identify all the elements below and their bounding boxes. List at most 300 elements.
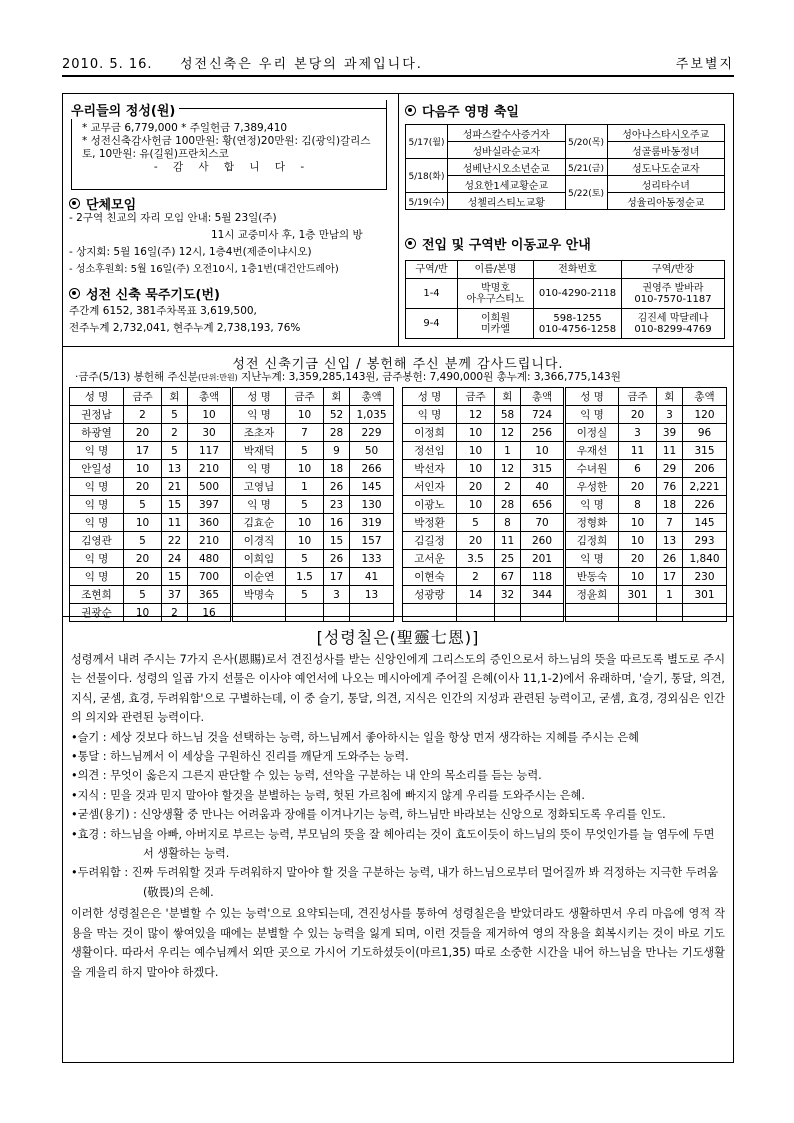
donor-name: 조현희 xyxy=(70,586,124,604)
week-amount: 10 xyxy=(286,514,324,532)
summary-totals: 지난누계: 3,359,285,143원, 금주봉헌: 7,490,000원 총누계: 3,366,775,143원 xyxy=(237,371,621,383)
total-amount: 41 xyxy=(350,568,394,586)
phone-line: 010-4290-2118 xyxy=(538,288,617,299)
group-item: - 상지회: 5월 16일(주) 12시, 1층4번(제준이냐시오) xyxy=(69,246,312,258)
count: 2 xyxy=(162,424,188,442)
donor-name: 정형화 xyxy=(565,514,619,532)
count: 3 xyxy=(657,406,683,424)
table-row xyxy=(403,586,727,604)
feast-date: 5/17(월) xyxy=(406,125,448,159)
bullet-circle-icon xyxy=(69,198,80,209)
table-row xyxy=(70,586,394,604)
phone-line: 598-1255 xyxy=(553,312,602,324)
count: 2 xyxy=(495,478,521,496)
feast-name: 성첼리스티노교황 xyxy=(448,193,566,210)
leader-line: 010-8299-4769 xyxy=(634,323,712,335)
gift-item: •의견 : 무엇이 옳은지 그른지 판단할 수 있는 능력, 선악을 구분하는 내 안의 목소리를 듣는 능력. xyxy=(71,769,542,783)
count: 11 xyxy=(162,514,188,532)
name-line: 미카엘 xyxy=(481,323,510,335)
outro-paragraph: 이러한 성령칠은은 '분별할 수 있는 능력'으로 요약되는데, 견진성사를 통하여 성령칠은을 받았더라도 생활하면서 우리 마음에 영적 작용을 막는 것이 많이 쌓여있을 때에는 분별할 수 있는 능력을 잃게 되며, 이런 것들을 제거하여 영의 작용을 회복시키는 것이 바로 기도생활이다. 따라서 우리는 예수님께서 외딴 곳으로 가시어 기도하셨듯이(마르1,35) 따로 소중한 시간을 내어 하느님을 만나는 기도생활을 게을리 하지 말아야 하겠다. xyxy=(71,907,725,979)
donor-name: 안일성 xyxy=(70,460,124,478)
table-row xyxy=(403,406,727,424)
bulletin-date: 2010. 5. 16. xyxy=(62,57,153,72)
table-header-row xyxy=(406,261,725,279)
week-amount: 10 xyxy=(619,568,657,586)
table-row xyxy=(70,460,394,478)
count: 15 xyxy=(162,568,188,586)
donor-name: 익 명 xyxy=(70,568,124,586)
donor-name: 익 명 xyxy=(232,496,286,514)
total-amount: 10 xyxy=(188,406,232,424)
table-row xyxy=(406,309,725,339)
fund-section xyxy=(63,346,733,619)
count: 12 xyxy=(495,460,521,478)
feast-name: 성리타수녀 xyxy=(607,176,725,193)
feast-name: 성바실라순교자 xyxy=(448,142,566,159)
gift-item: •슬기 : 세상 것보다 하느님 것을 선택하는 능력, 하느님께서 좋아하시는 일을 항상 먼저 생각하는 지혜를 주시는 은혜 xyxy=(71,730,639,744)
count: 11 xyxy=(495,532,521,550)
total-amount: 16 xyxy=(188,604,232,622)
donor-name: 김효순 xyxy=(232,514,286,532)
donor-name: 이경직 xyxy=(232,532,286,550)
total-amount: 700 xyxy=(188,568,232,586)
total-amount: 130 xyxy=(350,496,394,514)
leader-cell xyxy=(622,279,725,309)
feast-name: 성베난시오소년순교 xyxy=(448,159,566,176)
count: 12 xyxy=(495,424,521,442)
total-amount: 266 xyxy=(350,460,394,478)
count: 26 xyxy=(657,550,683,568)
week-amount: 10 xyxy=(457,496,495,514)
column-header: 성 명 xyxy=(403,388,457,406)
total-amount: 145 xyxy=(350,478,394,496)
week-amount: 10 xyxy=(619,532,657,550)
bullet-circle-icon xyxy=(69,288,80,299)
total-amount: 10 xyxy=(521,442,565,460)
gift-item: •두려워함 : 진짜 두려워할 것과 두려워하지 말아야 할 것을 구분하는 능력, 내가 하느님으로부터 멀어질까 봐 걱정하는 지극한 두려움(敬畏)의 은혜. xyxy=(71,866,719,899)
column-header: 회 xyxy=(657,388,683,406)
week-amount: 20 xyxy=(124,478,162,496)
total-amount: 1,840 xyxy=(683,550,727,568)
name-line: 박명호 xyxy=(481,282,510,294)
count: 2 xyxy=(162,604,188,622)
week-amount: 1.5 xyxy=(286,568,324,586)
week-amount: 8 xyxy=(619,496,657,514)
donor-name: 익 명 xyxy=(565,406,619,424)
content-frame xyxy=(62,93,734,1063)
week-amount: 5 xyxy=(124,496,162,514)
donor-name: 익 명 xyxy=(70,496,124,514)
week-amount: 10 xyxy=(124,460,162,478)
donor-name: 권광순 xyxy=(70,604,124,622)
total-amount: 157 xyxy=(350,532,394,550)
donor-table-right xyxy=(402,387,727,622)
total-amount: 397 xyxy=(188,496,232,514)
groups-title: 단체모임 xyxy=(86,198,137,213)
count: 23 xyxy=(324,496,350,514)
table-row xyxy=(70,442,394,460)
count: 13 xyxy=(162,460,188,478)
feast-date: 5/21(금) xyxy=(565,159,607,176)
week-amount: 6 xyxy=(619,460,657,478)
total-amount: 500 xyxy=(188,478,232,496)
donor-name: 박선자 xyxy=(403,460,457,478)
donor-name: 권정남 xyxy=(70,406,124,424)
intro-paragraph: 성령께서 내려 주시는 7가지 은사(恩賜)로서 견진성사를 받는 신앙인에게 그리스도의 증인으로서 하느님의 뜻을 따르도록 별도로 주시는 선물이다. 성령의 일곱 가지 선물은 이사야 예언서에 나오는 메시아에게 주어질 은혜(이사 11,1-2)에서 유래하며, '슬기, 통달, 의견, 지식, 굳셈, 효경, 두려워함'으로 구별하는데, 이 중 슬기, 통달, 의견, 지식은 인간의 지성과 관련된 능력이고, 굳셈, 효경, 경외심은 인간의 의지와 관련된 능력이다. xyxy=(71,653,725,725)
donor-name: 익 명 xyxy=(70,442,124,460)
count: 17 xyxy=(657,568,683,586)
column-header: 구역/반장 xyxy=(622,261,725,279)
donor-name: 익 명 xyxy=(232,460,286,478)
summary-unit: (단위:만원) xyxy=(197,373,238,382)
week-amount: 20 xyxy=(124,568,162,586)
count: 7 xyxy=(657,514,683,532)
donor-name: 정윤희 xyxy=(565,586,619,604)
donor-name: 우재선 xyxy=(565,442,619,460)
offering-box xyxy=(71,100,387,190)
donor-name: 이희임 xyxy=(232,550,286,568)
week-amount: 20 xyxy=(457,532,495,550)
column-header: 회 xyxy=(324,388,350,406)
bulletin-tag: 주보별지 xyxy=(675,57,734,72)
zone-cell: 1-4 xyxy=(406,279,458,309)
week-amount: 12 xyxy=(457,406,495,424)
offering-title: 우리들의 정성(원) xyxy=(71,100,179,119)
donor-name: 익 명 xyxy=(403,406,457,424)
leader-line: 010-7570-1187 xyxy=(634,293,712,305)
table-row xyxy=(403,478,727,496)
donor-name: 정선임 xyxy=(403,442,457,460)
prayer-heading xyxy=(69,284,220,303)
total-amount: 40 xyxy=(521,478,565,496)
donor-name: 익 명 xyxy=(565,550,619,568)
total-amount: 13 xyxy=(350,586,394,604)
week-amount: 20 xyxy=(457,478,495,496)
column-header: 금주 xyxy=(124,388,162,406)
count: 76 xyxy=(657,478,683,496)
seven-gifts-title: [성령칠은(聖靈七恩)] xyxy=(316,628,480,647)
column-header: 전화번호 xyxy=(534,261,622,279)
donor-name: 김영관 xyxy=(70,532,124,550)
table-row xyxy=(403,532,727,550)
count: 29 xyxy=(657,460,683,478)
week-amount: 10 xyxy=(457,424,495,442)
donor-name: 우성한 xyxy=(565,478,619,496)
week-amount: 7 xyxy=(286,424,324,442)
donor-table-left xyxy=(69,387,394,622)
week-amount: 10 xyxy=(286,406,324,424)
feast-name: 성율리아동정순교 xyxy=(607,193,725,210)
group-item: - 2구역 친교의 자리 모임 안내: 5월 23일(주) xyxy=(69,212,277,224)
week-amount: 2 xyxy=(457,568,495,586)
count: 11 xyxy=(657,442,683,460)
week-amount: 17 xyxy=(124,442,162,460)
week-amount: 10 xyxy=(457,460,495,478)
right-column xyxy=(399,94,733,346)
column-header: 금주 xyxy=(286,388,324,406)
count: 24 xyxy=(162,550,188,568)
count: 5 xyxy=(162,406,188,424)
gift-list xyxy=(63,728,733,903)
total-amount: 480 xyxy=(188,550,232,568)
table-row xyxy=(403,496,727,514)
seven-gifts-section xyxy=(63,616,733,1062)
count: 17 xyxy=(324,568,350,586)
week-amount: 5 xyxy=(286,442,324,460)
total-amount: 315 xyxy=(683,442,727,460)
feast-name: 성골룸바동정녀 xyxy=(607,142,725,159)
table-row xyxy=(403,568,727,586)
week-amount: 10 xyxy=(619,514,657,532)
prayer-title: 성전 신축 묵주기도(번) xyxy=(86,288,220,303)
total-amount: 50 xyxy=(350,442,394,460)
count: 8 xyxy=(495,514,521,532)
feast-date: 5/22(토) xyxy=(565,176,607,210)
table-row xyxy=(406,125,725,142)
donor-name: 이현숙 xyxy=(403,568,457,586)
donor-name: 박명숙 xyxy=(232,586,286,604)
total-amount: 301 xyxy=(683,586,727,604)
total-amount: 133 xyxy=(350,550,394,568)
total-amount: 319 xyxy=(350,514,394,532)
donor-name: 성광랑 xyxy=(403,586,457,604)
feast-name: 성도나도순교자 xyxy=(607,159,725,176)
donor-name: 하광열 xyxy=(70,424,124,442)
donor-name: 이정희 xyxy=(403,424,457,442)
week-amount: 1 xyxy=(286,478,324,496)
donor-name: 이순연 xyxy=(232,568,286,586)
count: 58 xyxy=(495,406,521,424)
donor-name: 반동숙 xyxy=(565,568,619,586)
phone-cell xyxy=(534,279,622,309)
table-row xyxy=(70,496,394,514)
total-amount: 360 xyxy=(188,514,232,532)
feast-date: 5/19(수) xyxy=(406,193,448,210)
week-amount: 2 xyxy=(124,406,162,424)
total-amount: 210 xyxy=(188,460,232,478)
total-amount: 260 xyxy=(521,532,565,550)
donor-name: 박정환 xyxy=(403,514,457,532)
column-header: 성 명 xyxy=(70,388,124,406)
divider xyxy=(170,108,387,109)
total-amount: 120 xyxy=(683,406,727,424)
table-row xyxy=(403,424,727,442)
phone-line: 010-4756-1258 xyxy=(538,323,617,335)
count: 22 xyxy=(162,532,188,550)
count: 39 xyxy=(657,424,683,442)
count: 15 xyxy=(162,496,188,514)
total-amount: 2,221 xyxy=(683,478,727,496)
count: 5 xyxy=(162,442,188,460)
summary-prefix: ·금주(5/13) 봉헌해 주신분 xyxy=(75,371,198,383)
total-amount: 145 xyxy=(683,514,727,532)
table-row xyxy=(70,532,394,550)
column-header: 총액 xyxy=(521,388,565,406)
table-header-row xyxy=(70,388,394,406)
moves-heading xyxy=(405,234,591,253)
donor-name: 고영님 xyxy=(232,478,286,496)
week-amount: 14 xyxy=(457,586,495,604)
column-header: 회 xyxy=(162,388,188,406)
gift-item: •지식 : 믿을 것과 믿지 말아야 할것을 분별하는 능력, 헛된 가르침에 빠지지 않게 우리를 도와주시는 은혜. xyxy=(71,788,585,802)
count: 3 xyxy=(324,586,350,604)
name-line: 아우구스티노 xyxy=(466,293,525,305)
feasts-heading xyxy=(405,101,519,120)
count: 26 xyxy=(324,550,350,568)
week-amount: 5 xyxy=(286,550,324,568)
offering-line: * 교무금 6,779,000 * 주일헌금 7,389,410 xyxy=(82,122,288,134)
donor-name: 익 명 xyxy=(70,478,124,496)
total-amount: 96 xyxy=(683,424,727,442)
week-amount: 10 xyxy=(124,514,162,532)
donor-name: 조초자 xyxy=(232,424,286,442)
feast-date: 5/20(목) xyxy=(565,125,607,159)
bulletin-slogan: 성전신축은 우리 본당의 과제입니다. xyxy=(180,57,423,72)
week-amount: 11 xyxy=(619,442,657,460)
count: 1 xyxy=(495,442,521,460)
total-amount: 210 xyxy=(188,532,232,550)
count: 28 xyxy=(495,496,521,514)
total-amount: 256 xyxy=(521,424,565,442)
table-row xyxy=(406,176,725,193)
name-cell xyxy=(458,279,534,309)
count: 32 xyxy=(495,586,521,604)
donor-name: 익 명 xyxy=(70,550,124,568)
table-row xyxy=(403,460,727,478)
column-header: 금주 xyxy=(457,388,495,406)
feast-name: 성요한1세교황순교 xyxy=(448,176,566,193)
week-amount: 20 xyxy=(619,406,657,424)
column-header: 성 명 xyxy=(232,388,286,406)
feast-date: 5/18(화) xyxy=(406,159,448,193)
count: 37 xyxy=(162,586,188,604)
count: 26 xyxy=(324,478,350,496)
moves-title: 전입 및 구역반 이동교우 안내 xyxy=(422,238,591,253)
count: 13 xyxy=(657,532,683,550)
donor-name: 김길정 xyxy=(403,532,457,550)
total-amount: 344 xyxy=(521,586,565,604)
fund-title: 성전 신축기금 신입 / 봉헌해 주신 분께 감사드립니다. xyxy=(232,357,564,372)
table-row xyxy=(70,424,394,442)
total-amount: 206 xyxy=(683,460,727,478)
count: 28 xyxy=(324,424,350,442)
count: 18 xyxy=(657,496,683,514)
total-amount: 656 xyxy=(521,496,565,514)
table-row xyxy=(406,279,725,309)
total-amount: 1,035 xyxy=(350,406,394,424)
count: 1 xyxy=(657,586,683,604)
table-row xyxy=(406,159,725,176)
total-amount: 30 xyxy=(188,424,232,442)
table-row xyxy=(70,514,394,532)
donor-name: 익 명 xyxy=(232,406,286,424)
name-line: 이희원 xyxy=(481,312,510,324)
count: 9 xyxy=(324,442,350,460)
leader-line: 권영주 발바라 xyxy=(642,282,704,294)
table-row xyxy=(403,550,727,568)
week-amount: 5 xyxy=(124,532,162,550)
total-amount: 70 xyxy=(521,514,565,532)
count: 52 xyxy=(324,406,350,424)
table-row xyxy=(70,568,394,586)
column-header: 구역/반 xyxy=(406,261,458,279)
donor-name: 이광노 xyxy=(403,496,457,514)
feast-name: 성파스칼수사증거자 xyxy=(448,125,566,142)
week-amount: 3 xyxy=(619,424,657,442)
feasts-title: 다음주 영명 축일 xyxy=(422,105,519,120)
week-amount: 10 xyxy=(457,442,495,460)
offering-line: * 성전신축감사헌금 100만원: 황(연정)20만원: 김(광익)갈리스토, 10만원: 유(길원)프란치스코 xyxy=(82,135,371,160)
total-amount: 365 xyxy=(188,586,232,604)
group-item: - 성소후원회: 5월 16일(주) 오전10시, 1층1번(대건안드레아) xyxy=(69,264,339,275)
donor-name: 익 명 xyxy=(565,496,619,514)
bullet-circle-icon xyxy=(405,105,416,116)
week-amount: 5 xyxy=(286,496,324,514)
table-row xyxy=(403,442,727,460)
donor-name: 김정희 xyxy=(565,532,619,550)
offering-body xyxy=(82,122,382,174)
table-row xyxy=(70,478,394,496)
prayer-line: 전주누계 2,732,041, 현주누계 2,738,193, 76% xyxy=(69,322,301,334)
gift-item: •굳셈(용기) : 신앙생활 중 만나는 어려움과 장애를 이겨나기는 능력, 하느님만 바라보는 신앙으로 정화되도록 우리를 인도. xyxy=(71,808,666,822)
table-row xyxy=(403,514,727,532)
leader-line: 김진세 막달레나 xyxy=(637,312,709,324)
leader-cell xyxy=(622,309,725,339)
count: 18 xyxy=(324,460,350,478)
week-amount: 5 xyxy=(124,586,162,604)
count: 25 xyxy=(495,550,521,568)
phone-cell xyxy=(534,309,622,339)
total-amount: 315 xyxy=(521,460,565,478)
feast-name: 성아나스타시오주교 xyxy=(607,125,725,142)
week-amount: 20 xyxy=(124,550,162,568)
week-amount: 20 xyxy=(619,550,657,568)
zone-cell: 9-4 xyxy=(406,309,458,339)
prayer-line: 주간계 6152, 381주차목표 3,619,500, xyxy=(69,305,257,317)
column-header: 이름/본명 xyxy=(458,261,534,279)
group-item: 11시 교중미사 후, 1층 만남의 방 xyxy=(211,229,363,241)
column-header: 총액 xyxy=(188,388,232,406)
table-header-row xyxy=(403,388,727,406)
week-amount: 20 xyxy=(619,478,657,496)
week-amount: 10 xyxy=(286,532,324,550)
offering-thanks: - 감 사 합 니 다 - xyxy=(153,161,311,173)
week-amount: 5 xyxy=(457,514,495,532)
total-amount: 293 xyxy=(683,532,727,550)
fund-summary xyxy=(75,369,727,384)
week-amount: 20 xyxy=(124,424,162,442)
week-amount: 10 xyxy=(124,604,162,622)
bullet-circle-icon xyxy=(405,238,416,249)
week-amount: 10 xyxy=(286,460,324,478)
total-amount: 201 xyxy=(521,550,565,568)
moves-table xyxy=(405,260,725,339)
total-amount: 230 xyxy=(683,568,727,586)
donor-name: 서인자 xyxy=(403,478,457,496)
total-amount: 117 xyxy=(188,442,232,460)
table-row xyxy=(70,406,394,424)
name-cell xyxy=(458,309,534,339)
count: 21 xyxy=(162,478,188,496)
total-amount: 229 xyxy=(350,424,394,442)
count: 67 xyxy=(495,568,521,586)
left-column xyxy=(63,94,399,346)
column-header: 회 xyxy=(495,388,521,406)
week-amount: 5 xyxy=(286,586,324,604)
donor-name: 익 명 xyxy=(70,514,124,532)
total-amount: 226 xyxy=(683,496,727,514)
donor-name: 고서운 xyxy=(403,550,457,568)
